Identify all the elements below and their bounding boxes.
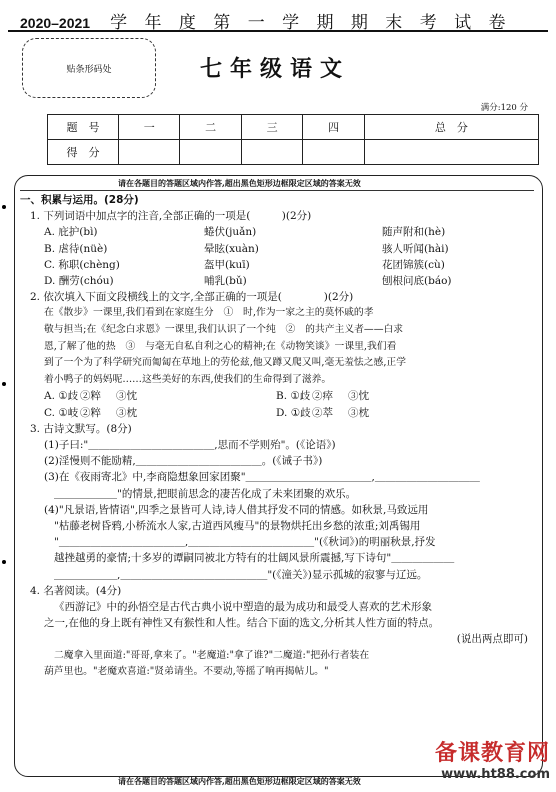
- binding-mark: [2, 382, 6, 386]
- q3-line: (1)子曰:"＿＿＿＿＿＿＿＿＿＿＿＿,思而不学则殆"。(《论语》): [44, 439, 336, 451]
- option: D. ①歧: [276, 406, 311, 419]
- score-header-row: [48, 115, 539, 140]
- option: 盔甲(kuī): [204, 258, 250, 271]
- option: C. ①岐: [44, 406, 79, 419]
- score-cell: 三: [241, 115, 302, 140]
- q4-line: 之一,在他的身上既有神性又有猴性和人性。结合下面的选文,分析其人性方面的特点。: [44, 617, 440, 630]
- q3-line: (4)"凡景语,皆情语",四季之景皆可人诗,诗人借其抒发不同的情感。如秋景,马致远用: [44, 503, 429, 516]
- binding-mark: [2, 205, 6, 209]
- option: 骇人听闻(hài): [382, 242, 449, 255]
- q4-line: 葫芦里也。"老魔欢喜道:"贤弟请坐。不要动,等摇了响再揭帖儿。": [44, 666, 329, 678]
- school-year: 2020–2021: [20, 15, 91, 31]
- option: ②瘁: [312, 390, 333, 403]
- q3-line: (3)在《夜雨寄北》中,李商隐想象回家团聚"＿＿＿＿＿＿＿＿＿＿＿＿,＿＿＿＿＿＿＿＿＿＿: [44, 471, 480, 484]
- q2-para-line: 敬与担当;在《纪念白求恩》一课里,我们认识了一个纯 ② 的共产主义者——白求: [44, 324, 404, 336]
- q1-row: [20, 257, 534, 273]
- q2-para-line: 恩,了解了他的热 ③ 与毫无自私自利之心的精神;在《动物笑谈》一课里,我们看: [44, 340, 397, 352]
- watermark-brand: 备课教育网: [434, 741, 550, 766]
- exam-title: 学 年 度 第 一 学 期 期 末 考 试 卷: [110, 13, 512, 33]
- q3-line: ＿＿＿＿＿＿,＿＿＿＿＿＿＿＿＿＿＿＿＿＿"(《潼关》)显示孤城的寂寥与辽远。: [54, 568, 428, 581]
- option: ③枕: [116, 406, 137, 419]
- q2-para-line: 到了一个为了科学研究而匍匐在草地上的劳伦兹,他又蹲又爬又叫,毫无羞怯之感,正学: [44, 357, 407, 369]
- option: B. ①歧: [276, 390, 311, 403]
- score-input[interactable]: [119, 140, 180, 165]
- q4-line: (说出两点即可): [456, 633, 528, 646]
- score-value-row: [48, 140, 539, 165]
- subject-title: 七年级语文: [200, 56, 351, 82]
- option: 晕眩(xuàn): [204, 242, 259, 255]
- score-input[interactable]: [180, 140, 241, 165]
- q3-line: 越挫越勇的豪情;十多岁的谭嗣同被北方特有的壮阔风景所震撼,写下诗句"＿＿＿＿＿＿: [54, 552, 455, 565]
- q4-line: 《西游记》中的孙悟空是古代古典小说中塑造的最为成功和最受人喜欢的艺术形象: [54, 601, 432, 614]
- section-title: 一、积累与运用。(28分): [20, 194, 139, 206]
- full-score: 满分:120 分: [480, 103, 528, 113]
- score-input[interactable]: [241, 140, 302, 165]
- score-cell: 四: [303, 115, 364, 140]
- option: 哺乳(bǔ): [204, 275, 247, 288]
- barcode-label: 贴条形码处: [66, 64, 112, 75]
- q3-line: "＿＿＿＿＿＿＿＿＿＿＿＿,＿＿＿＿＿＿＿＿＿＿＿＿"(《秋词》)的明丽秋景,抒发: [54, 536, 436, 549]
- score-cell: 题 号: [48, 115, 119, 140]
- option: ②粹: [80, 406, 101, 419]
- watermark-url: www.ht88.com: [441, 767, 550, 782]
- q1-stem: 1. 下列词语中加点字的注音,全部正确的一项是( )(2分): [30, 210, 312, 223]
- option: 刨根问底(báo): [382, 275, 452, 288]
- option: ③枕: [348, 406, 369, 419]
- q1-row: [20, 273, 534, 289]
- notice-bottom: 请在各题目的答题区域内作答,超出黑色矩形边框限定区域的答案无效: [118, 776, 361, 786]
- q2-para-line: 在《散步》一课里,我们看到在家庭生分 ① 时,作为一家之主的莫怀戚的孝: [44, 307, 374, 319]
- q2-options: [20, 388, 534, 404]
- option: C. 称职(chèng): [44, 258, 120, 271]
- option: ②萃: [312, 406, 333, 419]
- score-input[interactable]: [303, 140, 364, 165]
- option: ③忱: [348, 390, 369, 403]
- option: A. 庇护(bì): [44, 226, 98, 239]
- score-table: [47, 114, 539, 165]
- q3-stem: 3. 古诗文默写。(8分): [30, 422, 132, 435]
- q4-stem: 4. 名著阅读。(4分): [30, 584, 122, 597]
- notice-rule: [20, 190, 534, 191]
- option: A. ①歧: [44, 390, 79, 403]
- q4-line: 二魔拿入里面道:"哥哥,拿来了。"老魔道:"拿了谁?"二魔道:"把孙行者装在: [54, 649, 370, 661]
- q3-line: (2)淫慢则不能励精,＿＿＿＿＿＿＿＿＿＿＿＿。(《诫子书》): [44, 455, 323, 468]
- q2-stem: 2. 依次填入下面文段横线上的文字,全部正确的一项是( )(2分): [30, 291, 354, 304]
- question-content: [20, 192, 534, 681]
- score-cell: 总 分: [364, 115, 538, 140]
- option: B. 虐待(nüè): [44, 242, 108, 255]
- q2-para-line: 着小鸭子的妈妈呢……这些美好的东西,使我们的生命得到了滋养。: [44, 373, 332, 385]
- q1-row: [20, 241, 534, 257]
- option: 蜷伏(juǎn): [204, 226, 257, 239]
- option: ③忱: [116, 390, 137, 403]
- binding-mark: [2, 560, 6, 564]
- q3-line: "枯藤老树昏鸦,小桥流水人家,古道西风瘦马"的景物烘托出乡愁的浓重;刘禹锡用: [54, 520, 421, 533]
- header-rule: [8, 30, 548, 32]
- watermark: [435, 736, 550, 782]
- score-cell: 一: [119, 115, 180, 140]
- score-cell: 得 分: [48, 140, 119, 165]
- barcode-area: [22, 38, 156, 98]
- option: D. 酬劳(chóu): [44, 275, 114, 288]
- score-input[interactable]: [364, 140, 538, 165]
- score-cell: 二: [180, 115, 241, 140]
- option: 随声附和(hè): [382, 226, 446, 239]
- notice-top: 请在各题目的答题区域内作答,超出黑色矩形边框限定区域的答案无效: [118, 178, 361, 188]
- option: 花团锦簇(cù): [382, 258, 445, 271]
- option: ②粹: [80, 390, 101, 403]
- q2-options: [20, 405, 534, 421]
- q1-row: [20, 224, 534, 240]
- q3-line: ＿＿＿＿＿＿"的情景,把眼前思念的凄苦化成了未来团聚的欢乐。: [54, 487, 357, 500]
